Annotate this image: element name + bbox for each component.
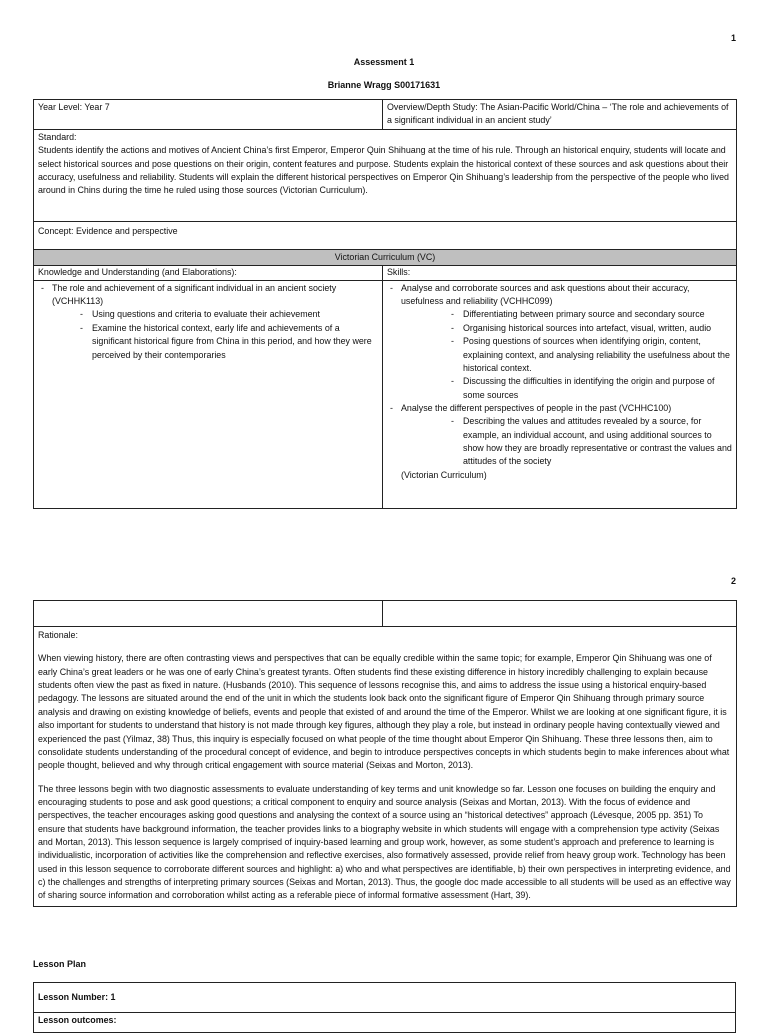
lesson-plan-table — [33, 982, 736, 1033]
ku-cell — [34, 280, 383, 508]
skill-sub-item: - Differentiating between primary source and secondary source — [463, 308, 732, 321]
lesson-number-cell: Lesson Number: 1 — [34, 983, 736, 1013]
empty-cell-left — [34, 601, 383, 627]
page-number-2: 2 — [730, 576, 736, 586]
ku-item: - The role and achievement of a significant individual in an ancient society (VCHHK113) - Using questions and criteria to evaluate their achievement - Examine the historical context, early life and achievements of a significant historical figure from China in this period, and how they were perceived by their contemporaries — [52, 282, 378, 362]
rationale-paragraph-2: The three lessons begin with two diagnostic assessments to evaluate understanding of key terms and unit knowledge so far. Lesson one focuses on building the enquiry and encouraging students to pose and ask good questions; a critical component to enquiry and source analysis (Seixas and Mortan, 2013). With the focus of evidence and perspectives, the teacher encourages asking good questions and analysing the context of a source using an “historical detectives” approach (Lévesque, 2005 pp. 351) To ensure that students have background information, the teacher provides links to a biography website in which students will engage with a comprehension type activity (Seixas and Mortan, 2013). This lesson sequence is largely comprised of inquiry-based learning and group work, however, as some student’s approach and preference to learning is individualistic, incorporation of activities like the comprehension and reflective exercises, also formatively assessed, provide relief from heavy group work. Technology has been used in this lesson sequence to corroborate different sources and highlight: a) who and what perspectives are identifiable, b) their own perspectives in interpreting evidence, and c) the challenges and strengths of interpreting primary sources (Seixas and Mortan, 2013). Thus, the google doc made accessible to all students will be used as an effective way of sharing source information and corroboration whilst acting as a referable piece of informal formative assessment (Hart, 39). — [38, 783, 731, 901]
skills-cell — [383, 280, 737, 508]
year-level-cell: Year Level: Year 7 — [34, 100, 383, 130]
skill-item: - Analyse and corroborate sources and ask questions about their accuracy, usefulness and reliability (VCHHC099) - Differentiating between primary source and secondary source - Organising historical sources into artefact, visual, written, audio - Posing questions of sources when identifying origin, content, explaining context, and analysing reliability the usefulness about the historical context. - Discussing the difficulties in identifying the origin and purpose of some sources — [401, 282, 732, 402]
ku-header: Knowledge and Understanding (and Elaborations): — [34, 266, 383, 280]
skill-sub-item: - Posing questions of sources when identifying origin, content, explaining context, and analysing reliability the usefulness about the historical context. — [463, 335, 732, 375]
lesson-outcomes-cell: Lesson outcomes: — [34, 1013, 736, 1033]
document-title: Assessment 1 — [353, 57, 415, 67]
skill-item: - Analyse the different perspectives of people in the past (VCHHC100) - Describing the values and attitudes revealed by a source, for example, an individual account, and using additional sources to show how they are broadly representative or contrast the values and attitudes of the society — [401, 402, 732, 469]
standard-cell — [34, 130, 737, 222]
skill-sub-item: - Describing the values and attitudes revealed by a source, for example, an individual account, and using additional sources to show how they are broadly representative or contrast the values and attitudes of the society — [463, 415, 732, 468]
rationale-table — [33, 600, 737, 907]
rationale-cell — [34, 627, 737, 907]
skills-source: (Victorian Curriculum) — [401, 469, 487, 480]
vc-header: Victorian Curriculum (VC) — [34, 250, 737, 266]
ku-sub-item: - Using questions and criteria to evaluate their achievement — [92, 308, 378, 321]
empty-cell-right — [383, 601, 737, 627]
concept-cell: Concept: Evidence and perspective — [34, 222, 737, 250]
lesson-plan-title: Lesson Plan — [33, 959, 87, 969]
standard-text: Students identify the actions and motives of Ancient China’s first Emperor, Emperor Quin Shihuang at the time of his rule. Through an historical enquiry, students will locate and select historical sources and pose questions on their origin, content features and purpose. Students explain the historical context of these sources and ask questions about their accuracy, usefulness and reliability. Students will explain the different historical perspectives on Emperor Qin Shihuang’s leadership from the perspective of the people who lived around in Chins during the time he ruled using those sources (Victorian Curriculum). — [38, 145, 729, 196]
standard-label: Standard: — [38, 132, 77, 142]
rationale-label: Rationale: — [38, 630, 78, 640]
page-number-1: 1 — [730, 33, 736, 43]
rationale-paragraph-1: When viewing history, there are often contrasting views and perspectives that can be equally credible within the same topic; for example, Emperor Qin Shihuang was one of early China’s great leaders or he was one of early China’s greatest tyrants. Often students find these existing difference in history incredibly challenging to explain because students often view the past as fixed in nature. (Husbands (2010). This sequence of lessons recognise this, and aims to address the issue using a historical enquiry-based pedagogy. The lessons are situated around the end of the unit in which the students look back onto the significant figure of Emperor Qin Shihuang through primary source analysis and drawing on existing knowledge of beliefs, events and people that existed of and around the time of the Emperor. Whilst we are looking at one significant figure, it is also important for students to understand that history is not made through key figures, although they play a role, but instead in ordinary people having contextually viewed and experienced the past (Yilmaz, 38) Thus, this inquiry is especially focused on what people of the time thought about Emperor Qin Shihuang. These three lessons then, aim to consolidate students understanding of the procedural concept of evidence, and begin to introduce perspectives concepts in which students begin to make inferences about what people thought, believed and why through critical engagement with source material (Seixas and Morton, 2013). — [38, 653, 730, 771]
skills-header: Skills: — [383, 266, 737, 280]
author-line: Brianne Wragg S00171631 — [327, 80, 441, 90]
overview-table — [33, 99, 737, 509]
skill-sub-item: - Discussing the difficulties in identifying the origin and purpose of some sources — [463, 375, 732, 402]
skill-sub-item: - Organising historical sources into artefact, visual, written, audio — [463, 322, 732, 335]
ku-sub-item: - Examine the historical context, early life and achievements of a significant historical figure from China in this period, and how they were perceived by their contemporaries — [92, 322, 378, 362]
overview-cell: Overview/Depth Study: The Asian-Pacific World/China – ‘The role and achievements of a significant individual in an ancient study’ — [383, 100, 737, 130]
